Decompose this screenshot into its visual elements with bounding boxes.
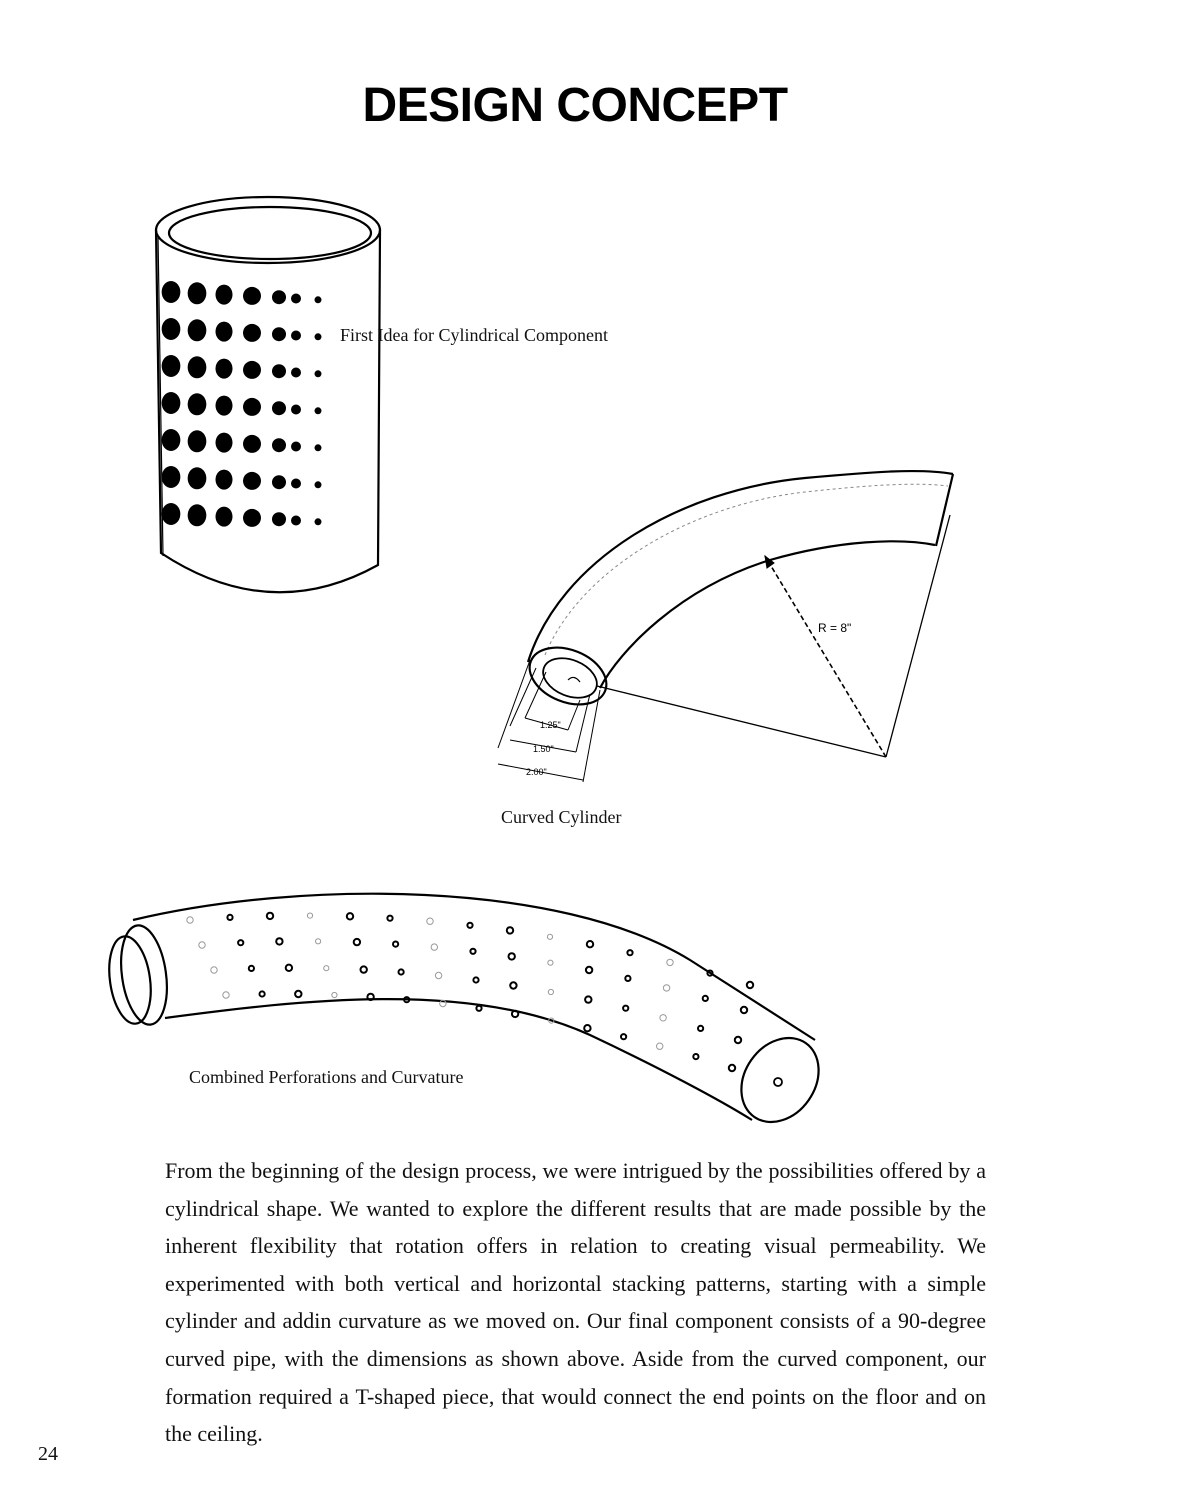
cylinder-hole bbox=[216, 433, 233, 453]
cylinder-hole bbox=[162, 392, 181, 414]
pipe-hole bbox=[427, 918, 433, 924]
cylinder-hole bbox=[291, 442, 301, 452]
curved-cylinder-caption: Curved Cylinder bbox=[501, 807, 622, 827]
pipe-hole bbox=[507, 927, 513, 933]
cylinder-hole bbox=[188, 393, 207, 415]
cylinder-hole bbox=[188, 430, 207, 452]
cylinder-top-opening bbox=[169, 207, 371, 259]
cylinder-hole bbox=[188, 282, 207, 304]
pipe-hole bbox=[286, 965, 292, 971]
cylinder-hole bbox=[272, 290, 286, 304]
cylinder-hole bbox=[243, 509, 261, 527]
radius-base-line bbox=[597, 686, 886, 757]
cylinder-hole bbox=[272, 438, 286, 452]
pipe-hole bbox=[332, 992, 337, 997]
curved-pipe-end-arrow bbox=[568, 677, 580, 682]
cylinder-hole bbox=[315, 333, 322, 340]
cylinder-hole bbox=[162, 466, 181, 488]
pipe-hole bbox=[747, 982, 753, 988]
cylinder-hole bbox=[272, 327, 286, 341]
pipe-hole bbox=[267, 913, 273, 919]
perforated-pipe-left-end-outer bbox=[115, 922, 172, 1027]
pipe-hole bbox=[741, 1007, 747, 1013]
pipe-hole bbox=[199, 942, 205, 948]
cylinder-hole bbox=[315, 370, 322, 377]
pipe-hole bbox=[660, 1015, 666, 1021]
cylinder-hole bbox=[216, 470, 233, 490]
radius-arrow-line bbox=[765, 556, 886, 757]
pipe-hole bbox=[476, 1006, 481, 1011]
cylinder-hole bbox=[216, 359, 233, 379]
page-title: DESIGN CONCEPT bbox=[362, 79, 788, 132]
pipe-hole bbox=[260, 991, 265, 996]
pipe-hole bbox=[295, 991, 301, 997]
pipe-hole bbox=[211, 967, 217, 973]
cylinder-hole bbox=[243, 324, 261, 342]
pipe-hole bbox=[470, 949, 475, 954]
pipe-hole bbox=[223, 992, 229, 998]
pipe-hole bbox=[627, 950, 632, 955]
cylinder-hole bbox=[272, 364, 286, 378]
cylinder-hole bbox=[315, 444, 322, 451]
radius-label: R = 8" bbox=[818, 621, 852, 635]
cylinder-hole bbox=[162, 355, 181, 377]
cylinder-hole bbox=[243, 435, 261, 453]
pipe-hole bbox=[473, 977, 478, 982]
curved-pipe-dimension-drawing bbox=[498, 471, 953, 782]
curved-pipe-outer-edge bbox=[528, 471, 953, 662]
page-number: 24 bbox=[38, 1443, 58, 1465]
cylinder-hole bbox=[243, 287, 261, 305]
cylinder-hole bbox=[162, 503, 181, 525]
cylinder-caption: First Idea for Cylindrical Component bbox=[340, 325, 608, 345]
pipe-hole bbox=[393, 942, 398, 947]
pipe-hole bbox=[698, 1026, 703, 1031]
pipe-hole bbox=[276, 938, 282, 944]
curved-pipe-end-outer bbox=[521, 637, 615, 715]
pipe-hole bbox=[585, 996, 591, 1002]
pipe-hole bbox=[693, 1054, 698, 1059]
pipe-hole bbox=[548, 960, 553, 965]
pipe-hole bbox=[729, 1065, 735, 1071]
pipe-hole bbox=[354, 939, 360, 945]
cylinder-hole bbox=[315, 296, 322, 303]
cylinder-hole bbox=[315, 518, 322, 525]
cylinder-hole bbox=[162, 429, 181, 451]
pipe-hole bbox=[187, 917, 193, 923]
pipe-hole bbox=[667, 959, 673, 965]
pipe-hole bbox=[625, 976, 630, 981]
pipe-hole bbox=[399, 969, 404, 974]
cylinder-hole bbox=[216, 396, 233, 416]
cylinder-perforations bbox=[162, 281, 322, 527]
pipe-hole bbox=[663, 985, 669, 991]
radius-side-line bbox=[886, 515, 950, 757]
radius-arrow-head bbox=[765, 556, 774, 568]
dimension-middle-label: 1.50" bbox=[533, 744, 554, 754]
pipe-hole bbox=[547, 934, 552, 939]
cylinder-hole bbox=[315, 407, 322, 414]
cylinder-hole bbox=[188, 504, 207, 526]
pipe-hole bbox=[512, 1011, 518, 1017]
perforated-curved-pipe-drawing bbox=[104, 894, 834, 1137]
cylinder-hole bbox=[188, 319, 207, 341]
pipe-hole bbox=[316, 939, 321, 944]
pipe-hole bbox=[587, 941, 593, 947]
cylinder-hole bbox=[243, 361, 261, 379]
perforated-pipe-holes bbox=[187, 913, 753, 1072]
cylinder-hole bbox=[291, 516, 301, 526]
pipe-hole bbox=[584, 1025, 590, 1031]
cylinder-hole bbox=[272, 475, 286, 489]
cylinder-hole bbox=[216, 285, 233, 305]
cylinder-hole bbox=[272, 401, 286, 415]
cylinder-hole bbox=[243, 398, 261, 416]
pipe-hole bbox=[509, 953, 515, 959]
body-paragraph: From the beginning of the design process, we were intrigued by the possibilities offered by a cylindrical shape. We wanted to explore the different results that are made possible by the inherent flexibility that rotation offers in relation to creating visual permeability. We experimented with both vertical and horizontal stacking patterns, starting with a simple cylinder and addin curvature as we moved on. Our final component consists of a 90-degree curved pipe, with the dimensions as shown above. Aside from the curved component, our formation required a T-shaped piece, that would connect the end points on the floor and on the ceiling. bbox=[165, 1158, 986, 1447]
pipe-hole bbox=[586, 967, 592, 973]
cylinder-hole bbox=[162, 318, 181, 340]
pipe-hole bbox=[307, 913, 312, 918]
pipe-hole bbox=[431, 944, 437, 950]
pipe-hole bbox=[435, 972, 441, 978]
cylinder-hole bbox=[315, 481, 322, 488]
cylinder-hole bbox=[291, 294, 301, 304]
perforated-cylinder-drawing bbox=[156, 197, 380, 592]
pipe-hole bbox=[227, 915, 232, 920]
cylinder-hole bbox=[291, 479, 301, 489]
cylinder-hole bbox=[272, 512, 286, 526]
pipe-hole bbox=[367, 994, 373, 1000]
pipe-hole bbox=[510, 982, 516, 988]
cylinder-hole bbox=[216, 507, 233, 527]
pipe-hole bbox=[361, 966, 367, 972]
perforated-pipe-top-edge bbox=[133, 894, 815, 1040]
pipe-hole bbox=[324, 966, 329, 971]
pipe-hole bbox=[621, 1034, 626, 1039]
cylinder-hole bbox=[291, 368, 301, 378]
cylinder-body-outline bbox=[156, 230, 380, 592]
pipe-hole bbox=[657, 1043, 663, 1049]
cylinder-hole bbox=[188, 356, 207, 378]
cylinder-hole bbox=[291, 405, 301, 415]
curved-pipe-hidden-line bbox=[545, 484, 948, 655]
pipe-hole bbox=[387, 916, 392, 921]
pipe-hole bbox=[238, 940, 243, 945]
cylinder-hole bbox=[188, 467, 207, 489]
pipe-hole bbox=[347, 913, 353, 919]
cylinder-hole bbox=[162, 281, 181, 303]
pipe-hole bbox=[548, 989, 553, 994]
dimension-outer-label: 2.00" bbox=[526, 767, 547, 777]
pipe-hole bbox=[623, 1006, 628, 1011]
cylinder-hole bbox=[291, 331, 301, 341]
dimension-inner-label: 1.25" bbox=[540, 720, 561, 730]
perforated-pipe-bottom-edge bbox=[165, 999, 752, 1120]
cylinder-hole bbox=[243, 472, 261, 490]
combined-caption: Combined Perforations and Curvature bbox=[189, 1067, 464, 1087]
perforated-pipe-end-hole bbox=[774, 1078, 782, 1086]
pipe-hole bbox=[249, 966, 254, 971]
perforated-pipe-left-end-inner bbox=[104, 934, 156, 1027]
pipe-hole bbox=[703, 996, 708, 1001]
cylinder-hole bbox=[216, 322, 233, 342]
pipe-hole bbox=[735, 1037, 741, 1043]
pipe-hole bbox=[467, 923, 472, 928]
